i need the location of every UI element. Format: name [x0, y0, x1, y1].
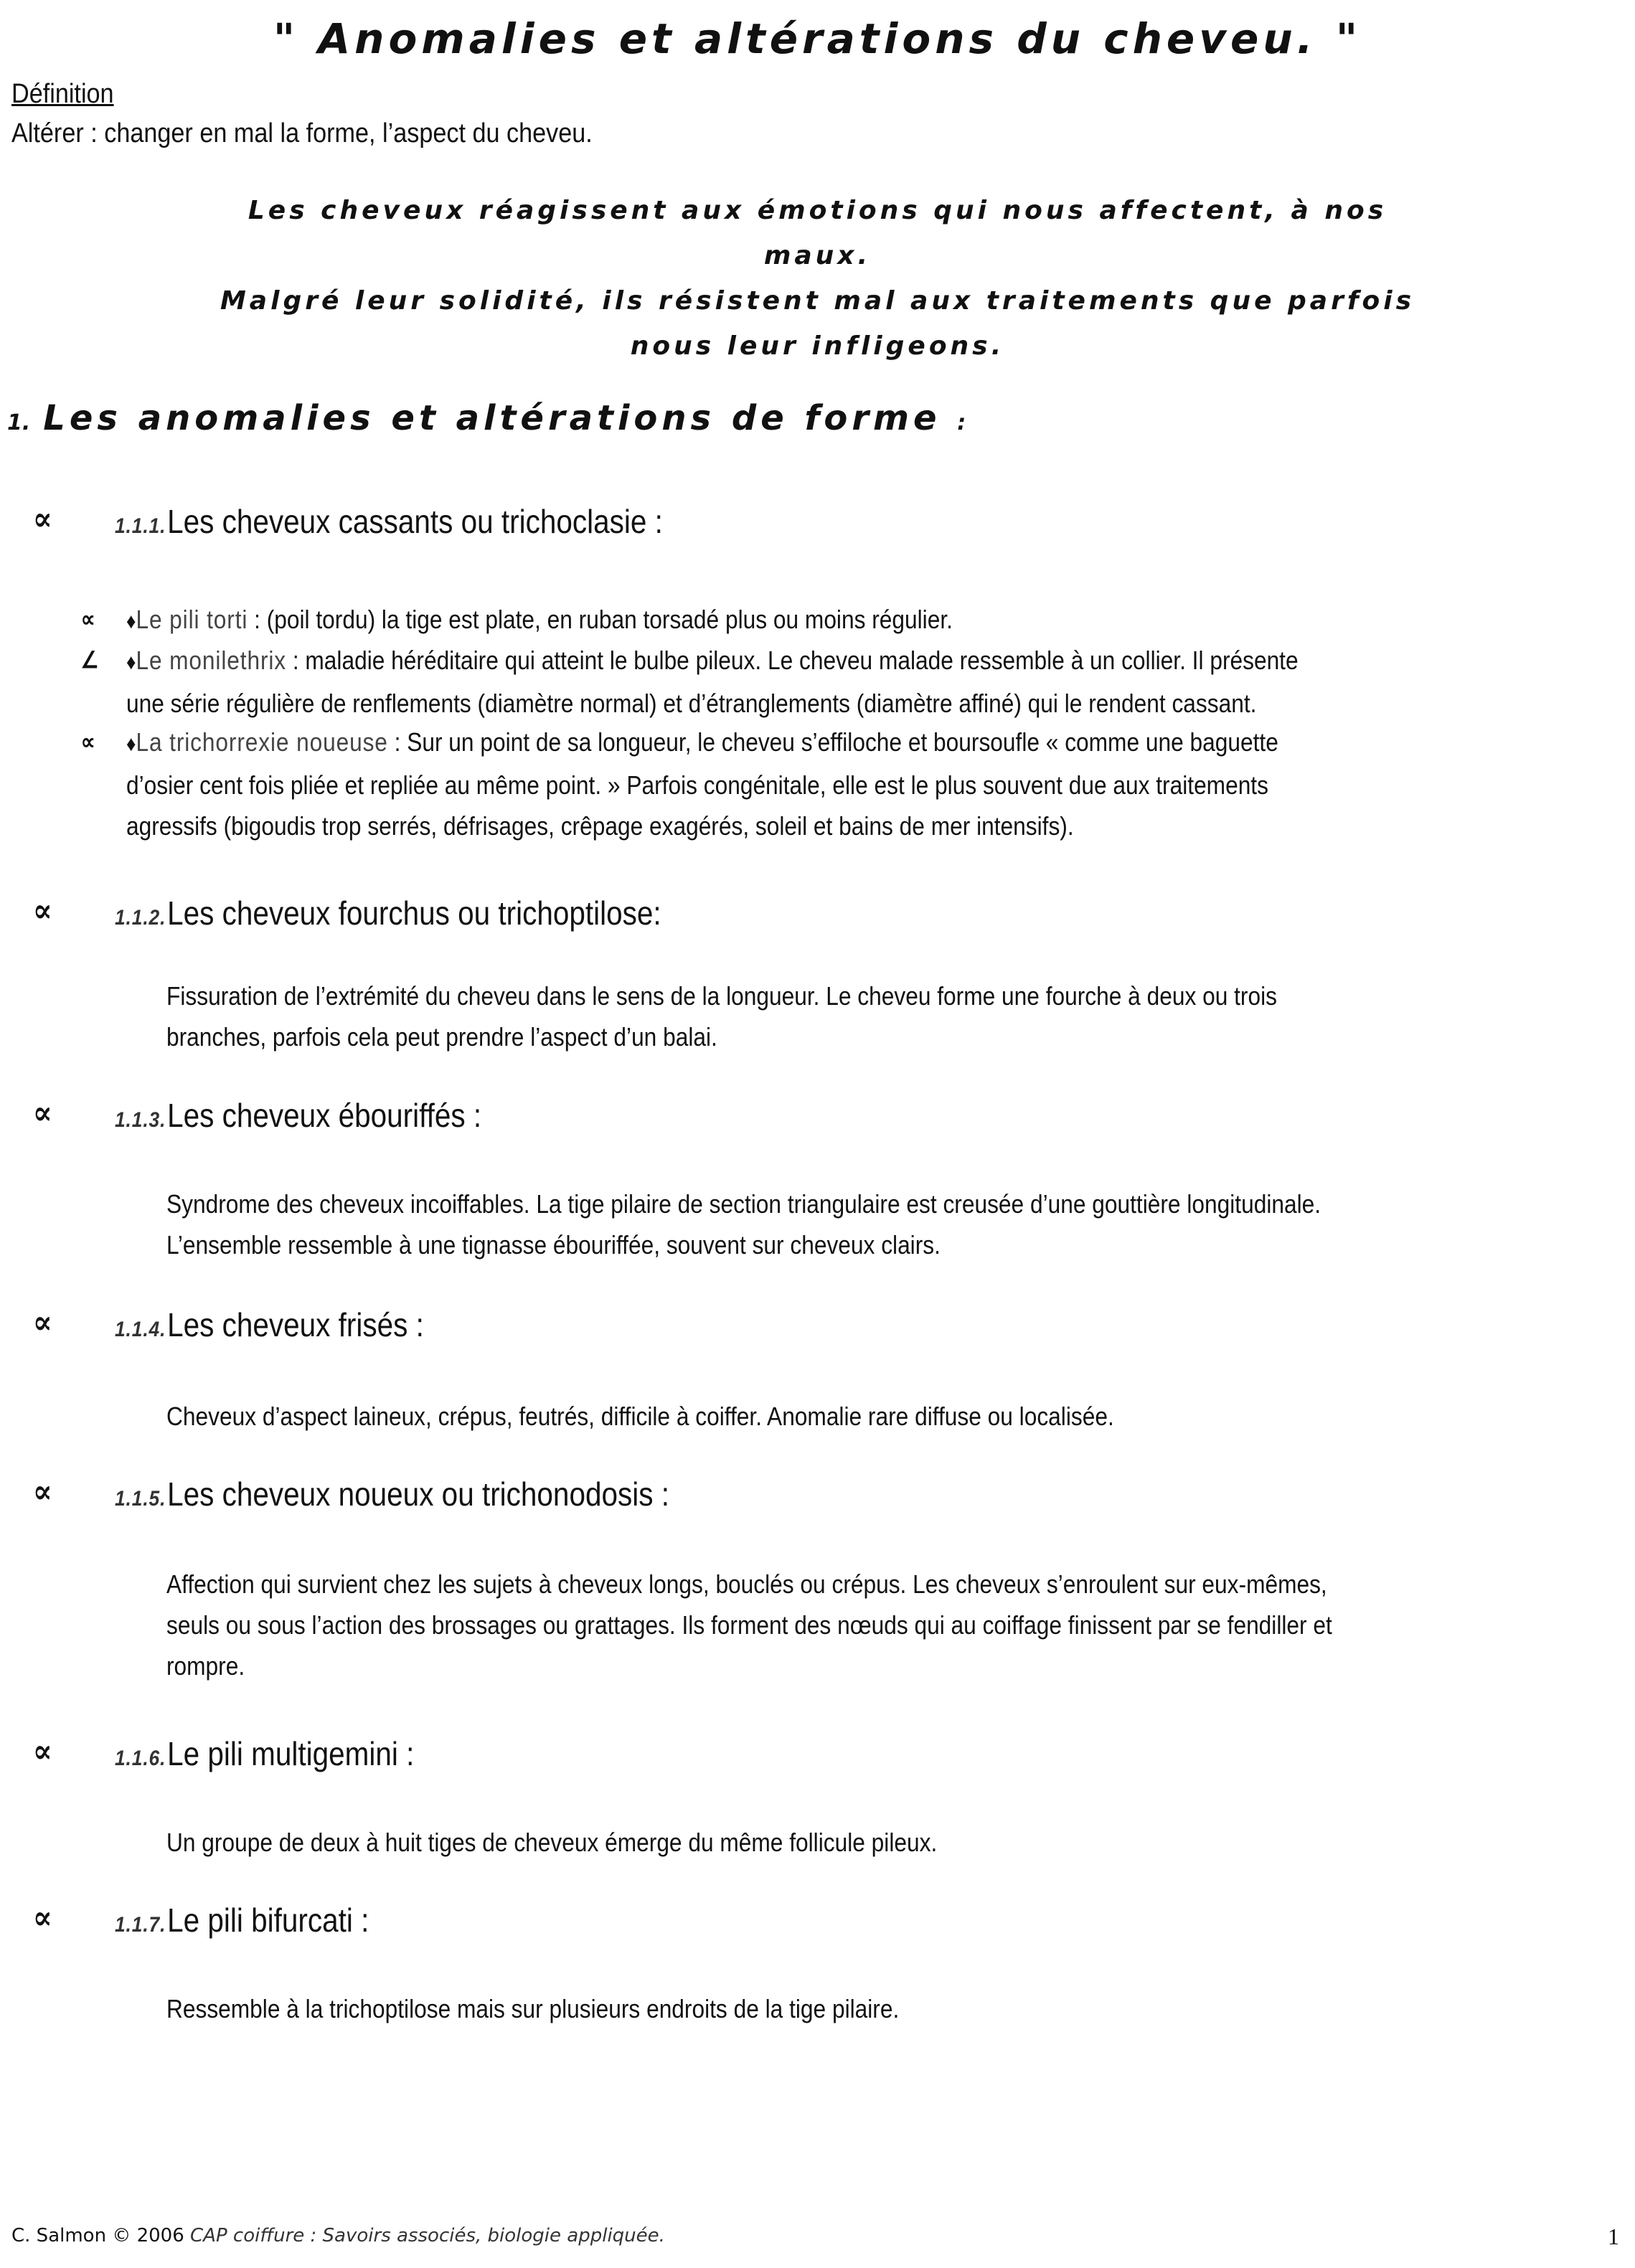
footer-author: C. Salmon © 2006 — [11, 2225, 184, 2246]
check-mark-icon: ∝ — [80, 729, 95, 755]
section-colon: : — [957, 410, 971, 435]
subsection-number: 1.1.4. — [115, 1318, 166, 1341]
body-line: seuls ou sous l’action des brossages ou grattages. Ils forment des nœuds qui au coiffage finissent par se fendiller et — [166, 1610, 1332, 1640]
subsection-title: Les cheveux frisés : — [167, 1306, 424, 1343]
subsection-title: Les cheveux noueux ou trichonodosis : — [167, 1475, 669, 1513]
document-title: " Anomalies et altérations du cheveu. " — [273, 14, 1362, 63]
list-item-pili-torti — [80, 599, 953, 642]
section-title: Les anomalies et altérations de forme — [43, 398, 941, 438]
check-mark-icon: ∠ — [80, 647, 99, 673]
body-line: Affection qui survient chez les sujets à cheveux longs, bouclés ou crépus. Les cheveux s’enroulent sur eux-mêmes, — [166, 1569, 1327, 1599]
subsection-heading-1-1-2 — [32, 891, 661, 932]
body-line: rompre. — [166, 1651, 245, 1681]
page-number: 1 — [1608, 2224, 1619, 2249]
footer-course: CAP coiffure : Savoirs associés, biologie appliquée. — [190, 2225, 665, 2246]
check-mark-icon: ∝ — [32, 891, 52, 930]
subsection-body — [166, 975, 1277, 1057]
subsection-title: Les cheveux fourchus ou trichoptilose: — [167, 894, 661, 932]
check-mark-icon: ∝ — [32, 1731, 52, 1770]
subsection-number: 1.1.3. — [115, 1108, 166, 1132]
body-line: Cheveux d’aspect laineux, crépus, feutrés, difficile à coiffer. Anomalie rare diffuse ou localisée. — [166, 1402, 1114, 1431]
item-text: : Sur un point de sa longueur, le cheveu s’effiloche et boursoufle « comme une baguette — [387, 727, 1278, 757]
item-term: Le monilethrix — [136, 646, 287, 675]
quote-line: Les cheveux réagissent aux émotions qui nous affectent, à nos — [248, 196, 1387, 225]
subsection-number: 1.1.1. — [115, 514, 166, 538]
check-mark-icon: ∝ — [32, 1898, 52, 1937]
quote-line: maux. — [763, 241, 872, 270]
subsection-heading-1-1-1 — [32, 499, 663, 541]
subsection-heading-1-1-6 — [32, 1731, 415, 1773]
item-text: : maladie héréditaire qui atteint le bulbe pileux. Le cheveu malade ressemble à un collier. Il présente — [286, 646, 1299, 675]
body-line: branches, parfois cela peut prendre l’aspect d’un balai. — [166, 1022, 717, 1052]
item-term: Le pili torti — [136, 605, 248, 634]
check-mark-icon: ∝ — [32, 1093, 52, 1132]
body-line: Fissuration de l’extrémité du cheveu dans le sens de la longueur. Le cheveu forme une fourche à deux ou trois — [166, 981, 1277, 1011]
definition-text: Altérer : changer en mal la forme, l’aspect du cheveu. — [11, 118, 593, 148]
quote-line: nous leur infligeons. — [630, 331, 1005, 361]
subsection-number: 1.1.7. — [115, 1913, 166, 1937]
diamond-bullet-icon: ♦ — [126, 610, 136, 633]
body-line: Ressemble à la trichoptilose mais sur plusieurs endroits de la tige pilaire. — [166, 1994, 900, 2023]
subsection-body — [166, 1183, 1321, 1265]
subsection-title: Les cheveux ébouriffés : — [167, 1097, 482, 1134]
subsection-body — [166, 1564, 1332, 1686]
body-line: L’ensemble ressemble à une tignasse ébouriffée, souvent sur cheveux clairs. — [166, 1230, 941, 1260]
subsection-body — [166, 1396, 1114, 1437]
item-text: une série régulière de renflements (diamètre normal) et d’étranglements (diamètre affiné) qui le rendent cassant. — [126, 689, 1257, 718]
subsection-body — [166, 1988, 899, 2029]
subsection-heading-1-1-5 — [32, 1472, 669, 1513]
section-heading — [7, 398, 970, 438]
epigraph-quote — [0, 188, 1635, 369]
subsection-heading-1-1-7 — [32, 1898, 369, 1939]
diamond-bullet-icon: ♦ — [126, 651, 136, 674]
list-item-monilethrix — [80, 640, 1299, 724]
subsection-heading-1-1-4 — [32, 1303, 424, 1344]
subsection-title: Le pili multigemini : — [167, 1735, 415, 1772]
subsection-title: Les cheveux cassants ou trichoclasie : — [167, 503, 663, 540]
check-mark-icon: ∝ — [32, 1472, 52, 1511]
item-text: : (poil tordu) la tige est plate, en ruban torsadé plus ou moins régulier. — [248, 605, 953, 634]
subsection-body — [166, 1822, 937, 1863]
subsection-heading-1-1-3 — [32, 1093, 482, 1135]
list-item-trichorrexie — [80, 722, 1278, 846]
quote-line: Malgré leur solidité, ils résistent mal aux traitements que parfois — [220, 286, 1415, 316]
check-mark-icon: ∝ — [32, 1303, 52, 1341]
body-line: Syndrome des cheveux incoiffables. La tige pilaire de section triangulaire est creusée d’une gouttière longitudinale. — [166, 1189, 1321, 1219]
item-term: La trichorrexie noueuse — [136, 727, 388, 757]
page-footer — [11, 2225, 665, 2246]
item-text: d’osier cent fois pliée et repliée au même point. » Parfois congénitale, elle est le plus souvent due aux traitements — [126, 770, 1268, 800]
diamond-bullet-icon: ♦ — [126, 732, 136, 756]
check-mark-icon: ∝ — [80, 606, 95, 632]
check-mark-icon: ∝ — [32, 499, 52, 538]
definition-label: Définition — [11, 79, 114, 109]
subsection-number: 1.1.2. — [115, 906, 166, 930]
subsection-number: 1.1.6. — [115, 1747, 166, 1770]
item-text: agressifs (bigoudis trop serrés, défrisages, crêpage exagérés, soleil et bains de mer intensifs). — [126, 811, 1074, 841]
subsection-number: 1.1.5. — [115, 1487, 166, 1511]
body-line: Un groupe de deux à huit tiges de cheveux émerge du même follicule pileux. — [166, 1828, 938, 1857]
subsection-title: Le pili bifurcati : — [167, 1901, 369, 1939]
section-number: 1. — [7, 410, 31, 435]
